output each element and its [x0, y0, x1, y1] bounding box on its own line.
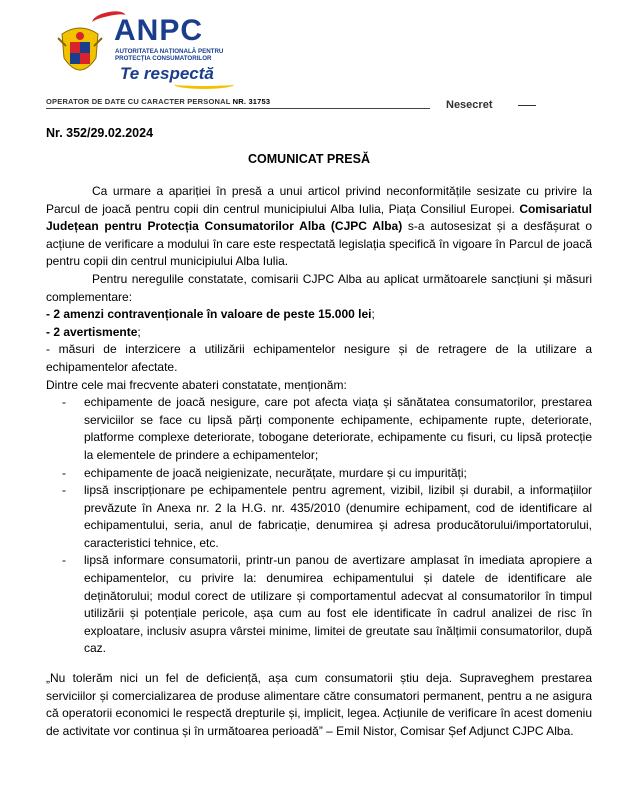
list-dash: - — [62, 553, 66, 568]
list-dash: - — [62, 395, 66, 410]
sanction-fines — [46, 306, 592, 324]
sanction-fines-end: ; — [371, 307, 375, 322]
sanction-warnings-end: ; — [137, 324, 141, 339]
anpc-logo — [56, 6, 276, 90]
classification-label: Nesecret — [446, 99, 493, 111]
paragraph-1-rest: s-a autosesizat și a desfășurat o acțiune de verificare a modului în care este respectată legislația specifică în vigoare în Parcul de joacă pentru copii din centrul municipiului Alba Iulia. — [46, 219, 592, 269]
list-dash: - — [62, 465, 66, 480]
operator-line — [46, 97, 270, 106]
document-body — [46, 183, 592, 740]
paragraph-3: Dintre cele mai frecvente abateri constatate, menționăm: — [46, 377, 347, 392]
findings-list — [46, 394, 592, 658]
list-item-text: echipamente de joacă neigienizate, necurățate, murdare și cu impurități; — [84, 465, 467, 480]
list-item — [46, 552, 592, 658]
brand-name: ANPC — [114, 14, 204, 47]
paragraph-1-intro: Ca urmare a apariției în presă a unui articol privind neconformitățile sesizate cu privire la Parcul de joacă pentru copii din centrul municipiului Alba Iulia, Piața Consiliul Europei. — [46, 184, 592, 216]
paragraph-1 — [46, 183, 592, 271]
paragraph-1-institution: Comisariatul Județean pentru Protecția Consumatorilor Alba (CJPC Alba) — [46, 201, 592, 234]
header-divider — [46, 108, 430, 109]
sanction-fines-text: - 2 amenzi contravenționale în valoare de peste 15.000 lei — [46, 307, 372, 322]
sanction-warnings-text: - 2 avertismente — [46, 324, 138, 339]
list-item-text: lipsă inscripționare pe echipamentele pentru agrement, vizibil, lizibil și durabil, a informațiilor prevăzute în Anexa nr. 2 la H.G. nr. 435/2010 (denumire echipament, cod de identificare al echipamentului, seria, anul de fabricație, denumirea și adresa producătorului/importatorului, caracteristici tehnice, etc. — [84, 483, 592, 550]
list-item-text: lipsă informare consumatorii, printr-un panou de avertizare amplasat în imediata apropiere a echipamentelor, cu privire la: denumirea echipamentului și datele de identificare ale deținătorului; modul corect de utilizare și comportamentul adecvat al consumatorilor în timpul utilizării și potențiale pericole, așa cum au fost ele identificate în cadrul analizei de risc în exploatare, inclusiv asupra vârstei minime, limitei de greutate sau înălțimii consumatorilor, după caz. — [84, 553, 592, 656]
page-title: COMUNICAT PRESĂ — [248, 152, 370, 166]
operator-number: NR. 31753 — [232, 97, 271, 106]
list-item — [46, 465, 592, 483]
list-item-text: echipamente de joacă nesigure, care pot afecta viața și sănătatea consumatorilor, prestarea serviciilor se face cu lipsă părți componente echipamente, echipamente rupte, deteriorate, platforme complexe deteriorate, tobogane deteriorate, echipamente cu fisuri, cu lipsă protecție la elementele de prindere a echipamentelor; — [84, 395, 592, 462]
slogan: Te respectă — [120, 64, 214, 83]
document-number: Nr. 352/29.02.2024 — [46, 126, 154, 140]
classification-divider — [518, 105, 536, 106]
coat-of-arms-icon — [56, 24, 104, 82]
sanction-warnings — [46, 324, 592, 342]
authority-name: AUTORITATEA NAȚIONALĂ PENTRU PROTECȚIA CONSUMATORILOR — [115, 48, 224, 62]
yellow-swoosh-icon — [174, 80, 234, 89]
list-item — [46, 394, 592, 464]
list-item — [46, 482, 592, 552]
sanction-measures: - măsuri de interzicere a utilizării echipamentelor nesigure și de retragere de la utilizare a echipamentelor afectate. — [46, 342, 592, 374]
paragraph-2: Pentru neregulile constatate, comisarii CJPC Alba au aplicat următoarele sancțiuni și măsuri complementare: — [46, 271, 592, 304]
quote-paragraph: „Nu tolerăm nici un fel de deficiență, așa cum consumatorii știu deja. Supraveghem prestarea serviciilor și comercializarea de produse alimentare către consumatori permanent, pentru a ne asigura că operatorii economici le respectă drepturile și, implicit, legea. Acțiunile de verificare în acest domeniu de activitate vor continua și în următoarea perioadă” – Emil Nistor, Comisar Șef Adjunct CJPC Alba. — [46, 671, 592, 738]
list-dash: - — [62, 483, 66, 498]
operator-label: OPERATOR DE DATE CU CARACTER PERSONAL — [46, 97, 233, 106]
